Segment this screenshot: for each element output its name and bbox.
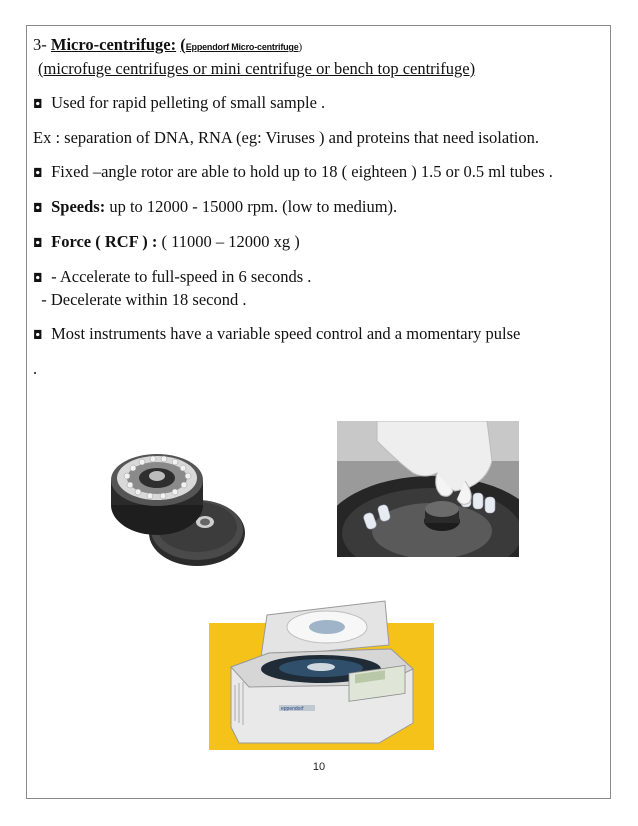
bullet-icon: ◘ [33,236,43,250]
section-number: 3- [33,35,47,54]
rotor-with-lid-image [107,440,247,575]
force-label: Force ( RCF ) : [51,232,158,251]
bullet-icon: ◘ [33,271,43,285]
bullet-icon: ◘ [33,97,43,111]
line-rapid-text: Used for rapid pelleting of small sample . [51,93,326,112]
bullet-icon: ◘ [33,328,43,342]
section-subtitle-small: Eppendorf Micro-centrifuge [185,42,299,52]
line-instruments [33,323,603,346]
line-decel: - Decelerate within 18 second . [33,290,247,309]
bullet-icon: ◘ [33,166,43,180]
page-number: 10 [312,761,326,773]
speeds-value: up to 12000 - 15000 rpm. (low to medium). [105,197,398,216]
line-accel-text: - Accelerate to full-speed in 6 seconds . [51,267,312,286]
line-rotor-text: Fixed –angle rotor are able to hold up to 18 ( eighteen ) 1.5 or 0.5 ml tubes . [51,162,553,181]
section-title: Micro-centrifuge: [50,35,177,54]
line-speeds [33,196,603,219]
force-value: ( 11000 – 12000 xg ) [157,232,300,251]
line-example: Ex : separation of DNA, RNA (eg: Viruses ) and proteins that need isolation. [33,128,539,147]
line-accel [33,266,603,289]
bullet-icon: ◘ [33,201,43,215]
line-rapid [33,92,603,115]
section-subtitle: (microfuge centrifuges or mini centrifuge or bench top centrifuge) [38,59,476,78]
paren-close: ) [298,41,303,53]
line-rotor [33,161,578,184]
paren-open: ( [180,35,186,54]
section-heading [33,34,603,58]
gloved-hand-loading-image [337,421,519,557]
brand-label: eppendorf [281,706,304,712]
document-body [33,34,603,380]
line-instruments-text: Most instruments have a variable speed control and a momentary pulse [51,324,521,343]
speeds-label: Speeds: [51,197,106,216]
line-dot: . [33,359,38,378]
benchtop-centrifuge-image [209,595,434,750]
line-force [33,231,603,254]
